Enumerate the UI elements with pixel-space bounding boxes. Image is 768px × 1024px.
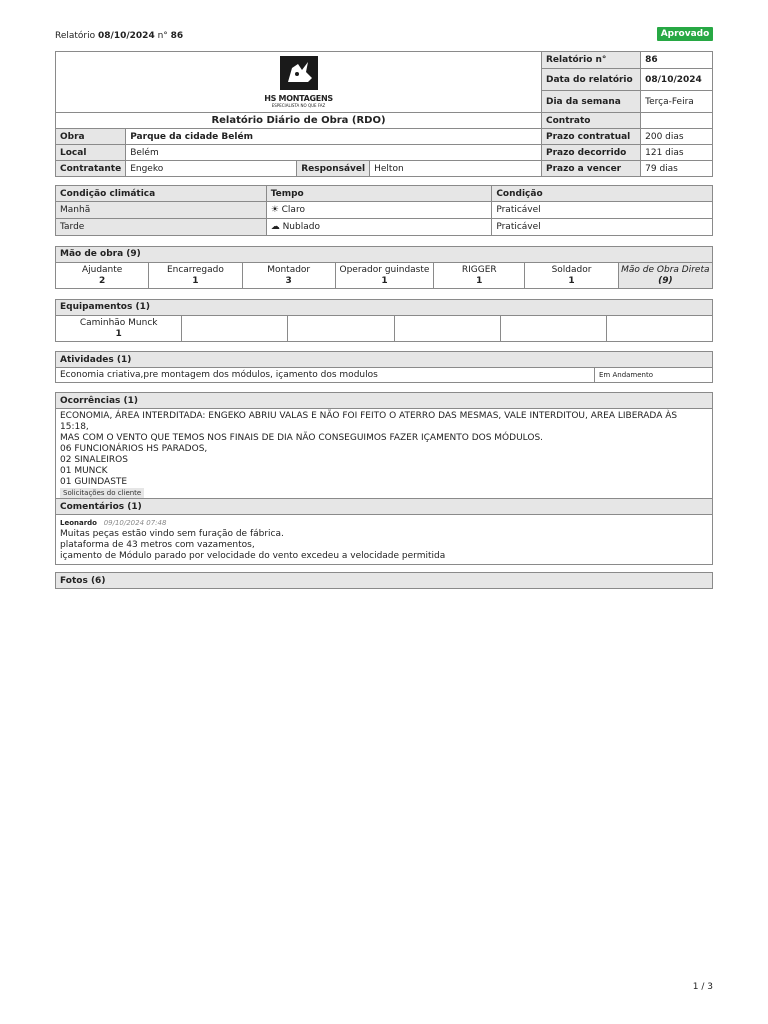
labor-item: RIGGER 1 [434, 263, 525, 289]
report-title: Relatório Diário de Obra (RDO) [56, 113, 542, 129]
report-heading: Relatório 08/10/2024 n° 86 [55, 31, 184, 41]
activity-status: Em Andamento [595, 368, 713, 383]
report-header-table [55, 51, 713, 177]
weather-header: Condição climática [56, 186, 267, 202]
tempo-header: Tempo [266, 186, 492, 202]
field-label: Prazo a vencer [542, 161, 641, 177]
activities-title: Atividades (1) [56, 352, 713, 368]
period-cell: Tarde [56, 219, 267, 236]
field-value: 200 dias [641, 129, 713, 145]
labor-table [55, 246, 713, 289]
equipment-empty [182, 316, 288, 342]
condicao-cell: Praticável [492, 202, 713, 219]
comment-datetime: 09/10/2024 07:48 [103, 519, 167, 527]
activities-table [55, 351, 713, 383]
labor-title: Mão de obra (9) [56, 247, 713, 263]
page-number: 1 / 3 [692, 982, 713, 992]
field-value: 79 dias [641, 161, 713, 177]
field-value [641, 113, 713, 129]
comment-author: Leonardo [60, 519, 97, 527]
labor-item: Ajudante 2 [56, 263, 149, 289]
cloud-icon: ☁ [270, 222, 280, 232]
sun-icon: ☀ [270, 205, 279, 215]
contratante-label: Contratante [56, 161, 126, 177]
obra-value: Parque da cidade Belém [126, 129, 542, 145]
occurrence-line: 02 SINALEIROS [60, 455, 128, 465]
equipment-empty [394, 316, 500, 342]
occurrence-tag: Solicitações do cliente [60, 488, 144, 499]
occurrence-line: MAS COM O VENTO QUE TEMOS NOS FINAIS DE DIA NÃO CONSEGUIMOS FAZER IÇAMENTO DOS MÓDULOS. [60, 433, 544, 443]
responsavel-value: Helton [370, 161, 542, 177]
comments-table [55, 498, 713, 565]
field-value: 121 dias [641, 145, 713, 161]
labor-total: Mão de Obra Direta (9) [618, 263, 712, 289]
equipment-empty [606, 316, 712, 342]
comment-body [56, 515, 713, 565]
occurrence-line: 06 FUNCIONÁRIOS HS PARADOS, [60, 444, 208, 454]
contratante-value: Engeko [126, 161, 297, 177]
photos-title[interactable]: Fotos (6) [56, 573, 713, 589]
local-label: Local [56, 145, 126, 161]
photos-table [55, 572, 713, 589]
field-label: Data do relatório [542, 69, 641, 91]
occurrences-table [55, 392, 713, 501]
tempo-cell: ☁ Nublado [266, 219, 492, 236]
comments-title: Comentários (1) [56, 499, 713, 515]
field-label: Dia da semana [542, 91, 641, 113]
local-value: Belém [126, 145, 542, 161]
field-value: 86 [641, 52, 713, 69]
condicao-cell: Praticável [492, 219, 713, 236]
equipment-table [55, 299, 713, 342]
occurrence-line: ECONOMIA, ÁREA INTERDITADA: ENGEKO ABRIU VALAS E NÃO FOI FEITO O ATERRO DAS MESMAS, VALE INTERDITOU, AREA LIBERADA ÀS 15:18, [60, 411, 678, 432]
equipment-empty [500, 316, 606, 342]
field-value: Terça-Feira [641, 91, 713, 113]
labor-item: Encarregado 1 [149, 263, 242, 289]
obra-label: Obra [56, 129, 126, 145]
tempo-cell: ☀ Claro [266, 202, 492, 219]
occurrence-line: 01 MUNCK [60, 466, 108, 476]
labor-item: Soldador 1 [525, 263, 618, 289]
field-label: Contrato [542, 113, 641, 129]
labor-item: Montador 3 [242, 263, 335, 289]
occurrence-line: 01 GUINDASTE [60, 477, 128, 487]
responsavel-label: Responsável [297, 161, 370, 177]
period-cell: Manhã [56, 202, 267, 219]
activity-text: Economia criativa,pre montagem dos módulos, içamento dos modulos [56, 368, 595, 383]
equipment-title: Equipamentos (1) [56, 300, 713, 316]
occurrences-title: Ocorrências (1) [56, 393, 713, 409]
comment-line: içamento de Módulo parado por velocidade do vento excedeu a velocidade permitida [60, 551, 446, 561]
status-badge: Aprovado [657, 27, 713, 41]
condicao-header: Condição [492, 186, 713, 202]
weather-table [55, 185, 713, 236]
equipment-empty [288, 316, 394, 342]
logo-tagline: ESPECIALISTA NO QUE FAZ [271, 103, 326, 108]
logo-text: HS MONTAGENS [264, 94, 333, 103]
company-logo [264, 54, 333, 109]
field-label: Prazo decorrido [542, 145, 641, 161]
field-label: Prazo contratual [542, 129, 641, 145]
labor-item: Operador guindaste 1 [335, 263, 433, 289]
equipment-item: Caminhão Munck 1 [56, 316, 182, 342]
comment-line: Muitas peças estão vindo sem furação de fábrica. [60, 529, 284, 539]
logo-cell [56, 52, 542, 113]
occurrence-body [56, 409, 713, 501]
field-label: Relatório n° [542, 52, 641, 69]
field-value: 08/10/2024 [641, 69, 713, 91]
rhino-logo-icon [278, 54, 320, 92]
comment-line: plataforma de 43 metros com vazamentos, [60, 540, 255, 550]
